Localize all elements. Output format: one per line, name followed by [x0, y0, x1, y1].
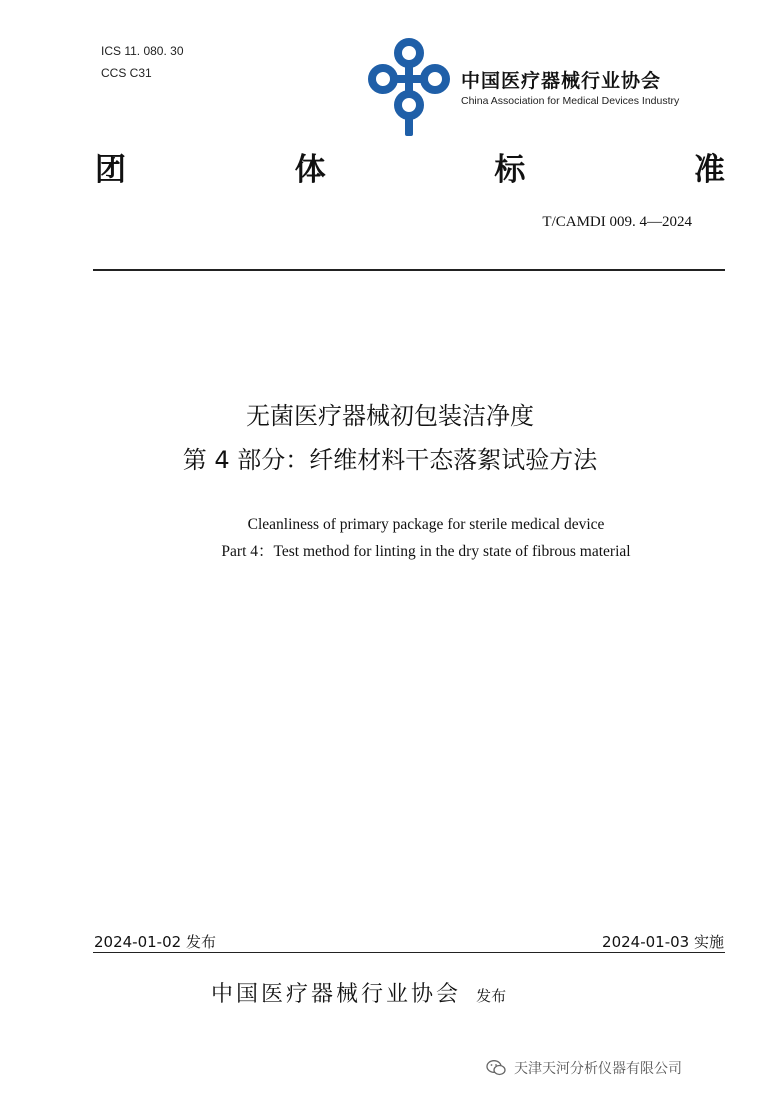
title-en-line-2: Part 4：Test method for linting in the dry state of fibrous material [221, 543, 631, 560]
footer-divider [93, 952, 725, 953]
standard-type [95, 144, 725, 189]
standard-type-char: 标 [494, 152, 526, 188]
title-english [0, 511, 780, 565]
publish-date: 2024-01-02 发布 [94, 933, 216, 951]
watermark [486, 1058, 682, 1078]
standard-type-char: 体 [294, 152, 326, 188]
publisher-suffix: 发布 [476, 987, 507, 1005]
classification-codes [101, 40, 184, 84]
standard-type-char: 准 [693, 152, 725, 188]
effective-date: 2024-01-03 实施 [602, 933, 724, 951]
watermark-text: 天津天河分析仪器有限公司 [514, 1061, 682, 1077]
association-name-en: China Association for Medical Devices Industry [461, 95, 680, 107]
publisher [211, 977, 506, 1008]
association-name [461, 66, 679, 107]
title-chinese [0, 394, 780, 482]
knot-logo-icon [368, 36, 450, 138]
title-cn-line-2: 第 4 部分：纤维材料干态落絮试验方法 [182, 446, 598, 474]
association-name-cn: 中国医疗器械行业协会 [461, 70, 662, 92]
publisher-name: 中国医疗器械行业协会 [211, 982, 462, 1007]
title-cn-line-1: 无菌医疗器械初包装洁净度 [246, 402, 534, 430]
wechat-icon [486, 1059, 506, 1077]
ccs-code: CCS C31 [101, 66, 152, 80]
standard-type-char: 团 [95, 152, 126, 188]
header-divider [93, 269, 725, 271]
title-en-line-1: Cleanliness of primary package for sterile medical device [247, 516, 605, 533]
standard-number: T/CAMDI 009. 4—2024 [542, 214, 692, 230]
ics-code: ICS 11. 080. 30 [101, 44, 184, 58]
